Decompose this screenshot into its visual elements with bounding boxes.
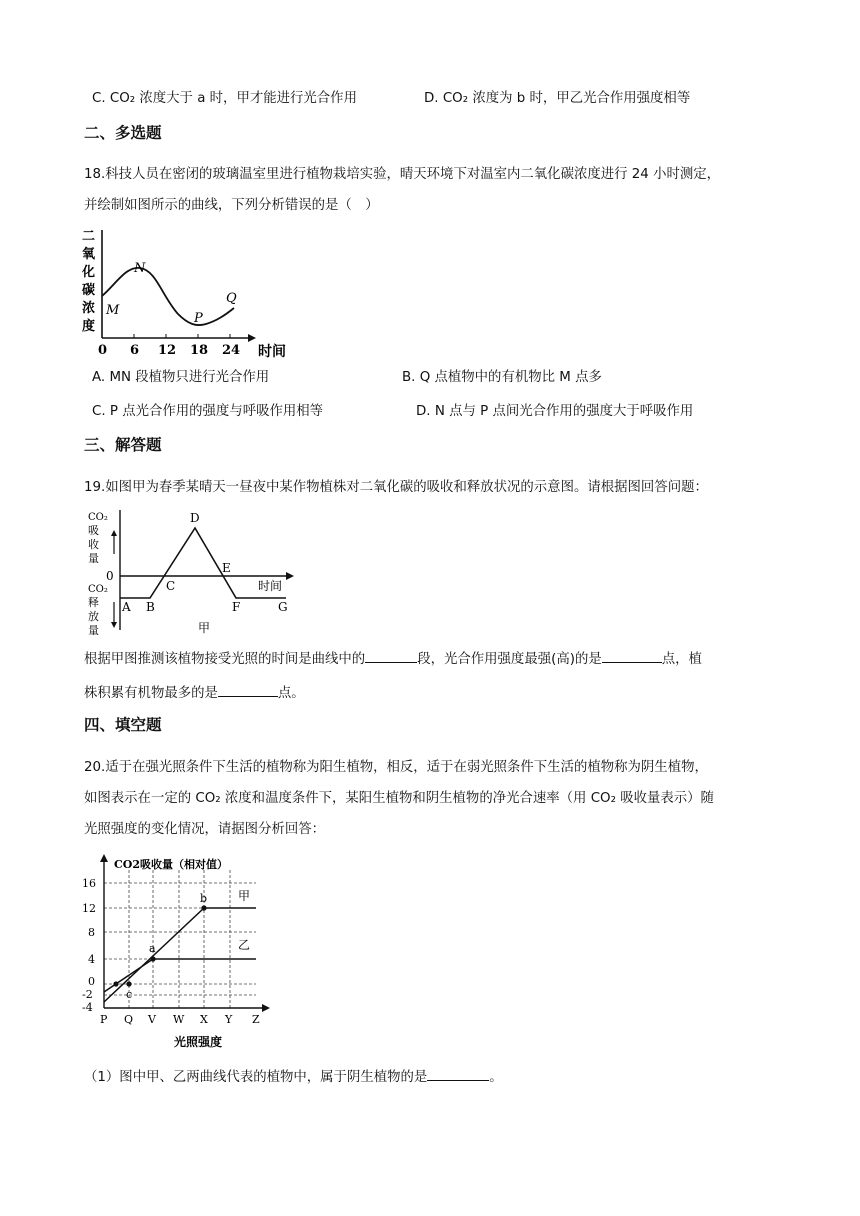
q20-ytick: -4	[82, 1001, 93, 1014]
q20-xtick: Z	[252, 1013, 260, 1026]
q19-point-label-f: F	[232, 600, 241, 614]
section-heading-answer: 三、解答题	[84, 436, 162, 454]
q18-stem-line1: 18.科技人员在密闭的玻璃温室里进行植物栽培实验，晴天环境下对温室内二氧化碳浓度进行 24 小时测定，	[84, 167, 721, 182]
q20-blank-shade-plant[interactable]	[427, 1066, 489, 1081]
q20-point-label-a: a	[149, 942, 156, 955]
q20-xtick: V	[148, 1013, 156, 1026]
q20-stem-line2: 如图表示在一定的 CO₂ 浓度和温度条件下，某阳生植物和阴生植物的净光合速率（用 CO₂ 吸收量表示）随	[84, 791, 714, 806]
q20-stem-line1: 20.适于在强光照条件下生活的植物称为阳生植物，相反，适于在弱光照条件下生活的植物称为阴生植物，	[84, 760, 708, 775]
q18-stem-line2: 并绘制如图所示的曲线，下列分析错误的是（ ）	[84, 198, 379, 213]
q20-point-extra	[113, 981, 118, 986]
q20-xtick: Q	[124, 1013, 134, 1026]
q20-figure-title: CO2吸收量（相对值）	[114, 858, 228, 871]
q18-point-label-n: N	[134, 261, 146, 276]
q20-xtick: Y	[225, 1013, 233, 1026]
q19-blank-strongest-point[interactable]	[602, 648, 662, 663]
q20-point-b	[201, 905, 206, 910]
q20-stem-line3: 光照强度的变化情况，请据图分析回答：	[84, 822, 326, 837]
q20-curve-label-jia: 甲	[238, 889, 251, 903]
q20-sub1: （1）图中甲、乙两曲线代表的植物中，属于阴生植物的是 。	[84, 1066, 503, 1088]
q18-xtick: 18	[190, 343, 209, 358]
q20-point-a	[150, 956, 155, 961]
q18-option-d: D. N 点与 P 点间光合作用的强度大于呼吸作用	[416, 404, 694, 419]
q18-x-axis-arrow	[248, 334, 256, 342]
q20-xlabel: 光照强度	[174, 1035, 223, 1049]
q20-x-axis-arrow	[262, 1004, 270, 1012]
q20-point-label-c: c	[126, 988, 133, 1001]
q20-y-axis-arrow	[100, 854, 108, 862]
q20-ytick: 8	[88, 926, 95, 939]
q18-ylabel-char: 度	[82, 319, 96, 334]
q18-xlabel: 时间	[258, 344, 286, 360]
svg-text:放: 放	[88, 610, 99, 623]
svg-text:释: 释	[88, 596, 99, 609]
q19-co2-exchange-figure	[82, 506, 302, 638]
svg-text:收: 收	[88, 538, 99, 551]
q19-point-label-e: E	[222, 561, 231, 575]
q18-option-b: B. Q 点植物中的有机物比 M 点多	[402, 370, 602, 385]
q18-ylabel-char: 化	[82, 265, 96, 280]
q20-ytick: 4	[88, 953, 95, 966]
q19-zero-label: 0	[106, 569, 114, 583]
q18-ylabel-char: 浓	[82, 301, 96, 316]
q20-ytick: -2	[82, 988, 93, 1001]
section-heading-fill-in: 四、填空题	[84, 716, 162, 734]
q18-option-c: C. P 点光合作用的强度与呼吸作用相等	[92, 404, 324, 419]
q19-question-line1: 根据甲图推测该植物接受光照的时间是曲线中的 段，光合作用强度最强(高)的是 点，植	[84, 648, 702, 670]
svg-text:量: 量	[88, 552, 99, 565]
svg-text:吸: 吸	[88, 524, 99, 537]
q19-stem: 19.如图甲为春季某晴天一昼夜中某作物植株对二氧化碳的吸收和释放状况的示意图。请根据图回答问题：	[84, 480, 708, 495]
q19-point-label-d: D	[190, 511, 200, 525]
q20-xtick: W	[173, 1013, 185, 1026]
q20-point-c	[126, 981, 131, 986]
q20-xtick: X	[200, 1013, 208, 1026]
q19-blank-most-organic-point[interactable]	[218, 682, 278, 697]
q18-ylabel-char: 二	[82, 229, 96, 244]
q17-option-c: C. CO₂ 浓度大于 a 时，甲才能进行光合作用	[92, 91, 357, 106]
q18-ylabel-char: 氧	[82, 247, 96, 262]
q19-x-axis-arrow	[286, 572, 294, 580]
q18-xtick: 12	[158, 343, 177, 358]
section-heading-multiple-choice: 二、多选题	[84, 124, 162, 142]
q18-point-label-q: Q	[226, 291, 237, 306]
q18-xtick: 24	[222, 343, 241, 358]
q18-option-a: A. MN 段植物只进行光合作用	[92, 370, 270, 385]
q20-xtick: P	[100, 1013, 108, 1026]
q20-ytick: 12	[82, 902, 96, 915]
q19-point-label-a: A	[122, 600, 131, 614]
q19-blank-light-period[interactable]	[365, 648, 417, 663]
q19-figure-caption: 甲	[198, 621, 211, 635]
q20-curve-label-yi: 乙	[238, 938, 251, 952]
q20-photosynthesis-figure	[80, 852, 280, 1052]
q19-point-label-g: G	[278, 600, 288, 614]
svg-text:CO₂: CO₂	[88, 584, 108, 595]
q20-ytick: 0	[88, 975, 95, 988]
q18-xtick: 6	[130, 343, 140, 358]
q20-ytick: 16	[82, 877, 96, 890]
q18-ylabel-char: 碳	[82, 283, 96, 298]
q19-point-label-c: C	[166, 579, 176, 593]
q19-xlabel: 时间	[258, 579, 283, 593]
q19-point-label-b: B	[146, 600, 155, 614]
q18-co2-concentration-figure	[78, 226, 298, 364]
svg-text:CO₂: CO₂	[88, 512, 108, 523]
q17-option-d: D. CO₂ 浓度为 b 时，甲乙光合作用强度相等	[424, 91, 691, 106]
q18-xtick: 0	[98, 343, 108, 358]
q19-question-line2: 株积累有机物最多的是 点。	[84, 682, 305, 704]
q18-co2-curve	[102, 268, 234, 325]
svg-text:量: 量	[88, 624, 99, 637]
q18-point-label-m: M	[106, 303, 120, 318]
q20-point-label-b: b	[200, 892, 208, 905]
q18-point-label-p: P	[194, 311, 203, 326]
